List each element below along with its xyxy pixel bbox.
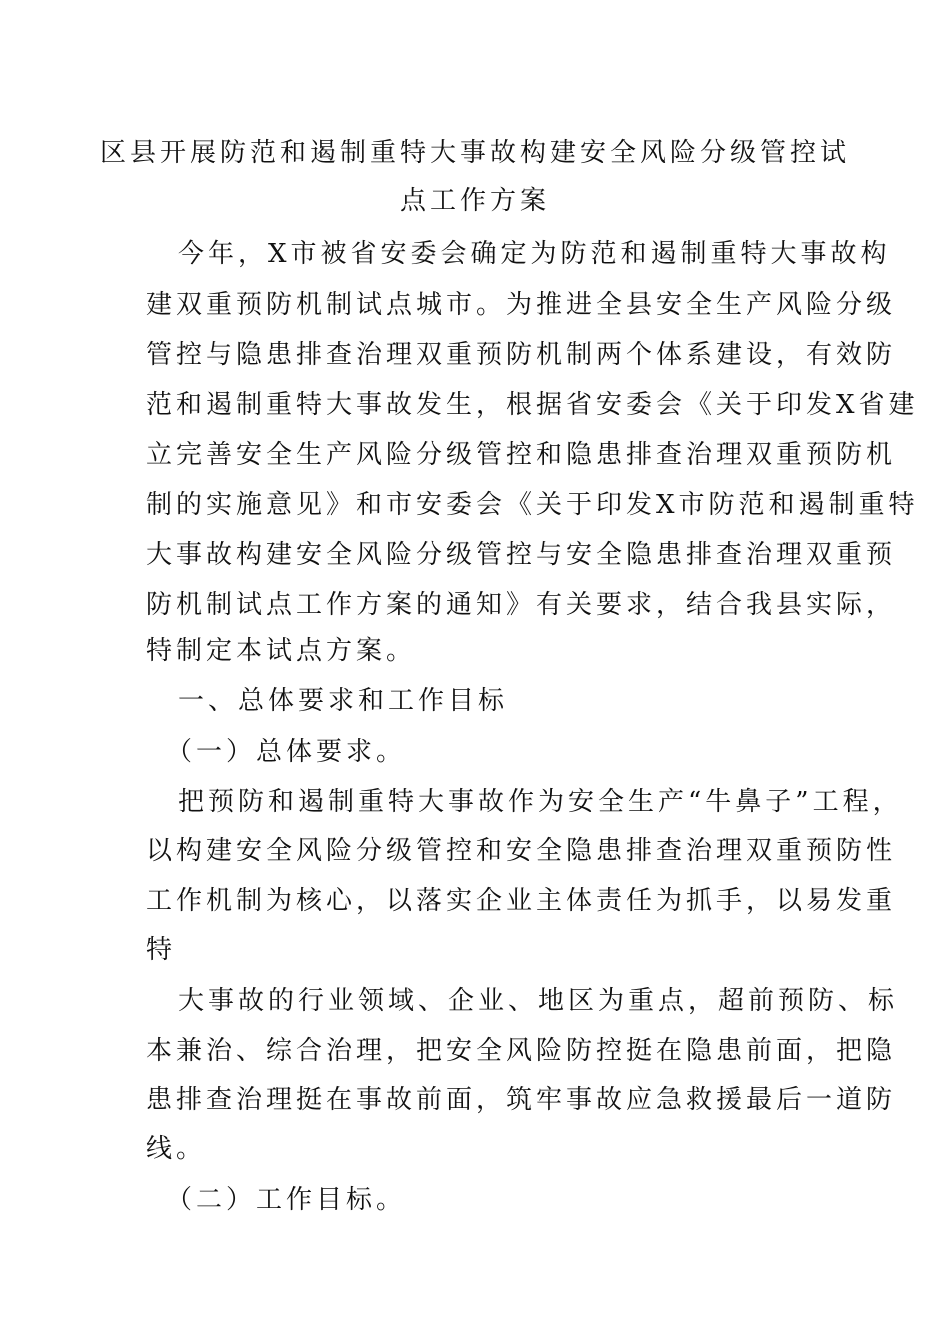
subsection-heading: （一）总体要求。 — [166, 737, 407, 767]
document-title-line-2: 点工作方案 — [399, 186, 550, 216]
intro-line: 大事故构建安全风险分级管控与安全隐患排查治理双重预 — [146, 540, 897, 570]
paragraph-line: 线。 — [146, 1134, 207, 1164]
paragraph-line: 患排查治理挺在事故前面，筑牢事故应急救援最后一道防 — [146, 1085, 897, 1115]
subsection-heading: （二）工作目标。 — [166, 1185, 407, 1215]
section-heading: 一、总体要求和工作目标 — [178, 686, 509, 716]
paragraph-line: 特 — [146, 935, 177, 965]
paragraph-line: 工作机制为核心，以落实企业主体责任为抓手，以易发重 — [146, 886, 897, 916]
intro-line: 特制定本试点方案。 — [146, 636, 417, 666]
intro-line: 立完善安全生产风险分级管控和隐患排查治理双重预防机 — [146, 440, 897, 470]
intro-line: 防机制试点工作方案的通知》有关要求，结合我县实际， — [146, 590, 897, 620]
intro-line: 建双重预防机制试点城市。为推进全县安全生产风险分级 — [146, 290, 897, 320]
paragraph-line: 把预防和遏制重特大事故作为安全生产“牛鼻子”工程， — [178, 787, 903, 817]
intro-line: 范和遏制重特大事故发生，根据省安委会《关于印发X省建 — [146, 390, 919, 420]
document-title-line-1: 区县开展防范和遏制重特大事故构建安全风险分级管控试 — [99, 138, 850, 168]
intro-line: 今年，X市被省安委会确定为防范和遏制重特大事故构 — [178, 239, 891, 269]
paragraph-line: 以构建安全风险分级管控和安全隐患排查治理双重预防性 — [146, 836, 897, 866]
intro-line: 管控与隐患排查治理双重预防机制两个体系建设，有效防 — [146, 340, 897, 370]
paragraph-line: 本兼治、综合治理，把安全风险防控挺在隐患前面，把隐 — [146, 1036, 897, 1066]
intro-line: 制的实施意见》和市安委会《关于印发X市防范和遏制重特 — [146, 490, 919, 520]
paragraph-line: 大事故的行业领域、企业、地区为重点，超前预防、标 — [178, 986, 899, 1016]
